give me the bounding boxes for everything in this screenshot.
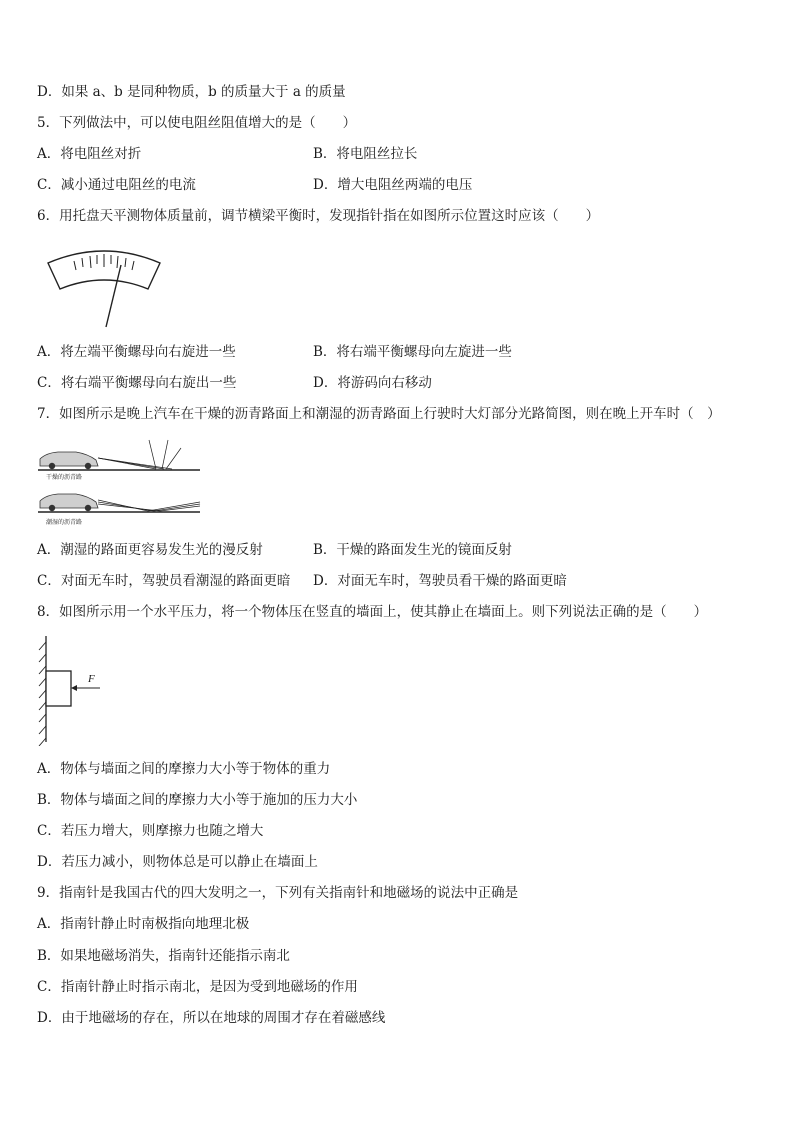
q7-option-a: A．潮湿的路面更容易发生光的漫反射 [37,542,263,558]
q5-option-b: B．将电阻丝拉长 [313,146,418,162]
q8-option-d: D．若压力减小，则物体总是可以静止在墙面上 [37,854,318,870]
q4-option-d: D．如果 a、b 是同种物质，b 的质量大于 a 的质量 [37,84,346,100]
block [46,671,71,706]
q9-option-b: B．如果地磁场消失，指南针还能指示南北 [37,948,290,964]
q8-option-b: B．物体与墙面之间的摩擦力大小等于施加的压力大小 [37,792,358,808]
wet-road-panel [38,494,200,526]
balance-scale-figure [44,243,164,331]
q8-option-a: A．物体与墙面之间的摩擦力大小等于物体的重力 [37,761,331,777]
q5-option-a: A．将电阻丝对折 [37,146,142,162]
q9-stem: 9．指南针是我国古代的四大发明之一，下列有关指南针和地磁场的说法中正确是 [37,885,519,901]
q5-option-d: D．增大电阻丝两端的电压 [313,177,473,193]
q8-option-c: C．若压力增大，则摩擦力也随之增大 [37,823,264,839]
q9-option-c: C．指南针静止时指示南北，是因为受到地磁场的作用 [37,979,358,995]
headlight-road-figure [36,436,206,528]
wall-hatching [39,642,46,746]
q9-option-d: D．由于地磁场的存在，所以在地球的周围才存在着磁感线 [37,1010,386,1026]
q7-option-d: D．对面无车时，驾驶员看干燥的路面更暗 [313,573,567,589]
wet-road-label: 潮湿的沥青路 [46,519,83,526]
q6-option-c: C．将右端平衡螺母向右旋出一些 [37,375,237,391]
q6-option-a: A．将左端平衡螺母向右旋进一些 [37,344,236,360]
q5-stem: 5．下列做法中，可以使电阻丝阻值增大的是（ ） [37,115,357,131]
q5-option-c: C．减小通过电阻丝的电流 [37,177,196,193]
q7-option-c: C．对面无车时，驾驶员看潮湿的路面更暗 [37,573,291,589]
q7-stem: 7．如图所示是晚上汽车在干燥的沥青路面上和潮湿的沥青路面上行驶时大灯部分光路简图，则在晚上开车时（ ） [37,406,721,422]
wall-force-figure [36,636,116,746]
q8-stem: 8．如图所示用一个水平压力，将一个物体压在竖直的墙面上，使其静止在墙面上。则下列说法正确的是（ ） [37,604,708,620]
q7-option-b: B．干燥的路面发生光的镜面反射 [313,542,512,558]
q6-option-b: B．将右端平衡螺母向左旋进一些 [313,344,512,360]
dry-road-panel [38,440,200,481]
q6-option-d: D．将游码向右移动 [313,375,432,391]
q6-stem: 6．用托盘天平测物体质量前，调节横梁平衡时，发现指针指在如图所示位置这时应该（ ） [37,208,600,224]
dry-road-label: 干燥的沥青路 [46,474,83,481]
force-label: F [88,673,95,685]
q9-option-a: A．指南针静止时南极指向地理北极 [37,916,250,932]
